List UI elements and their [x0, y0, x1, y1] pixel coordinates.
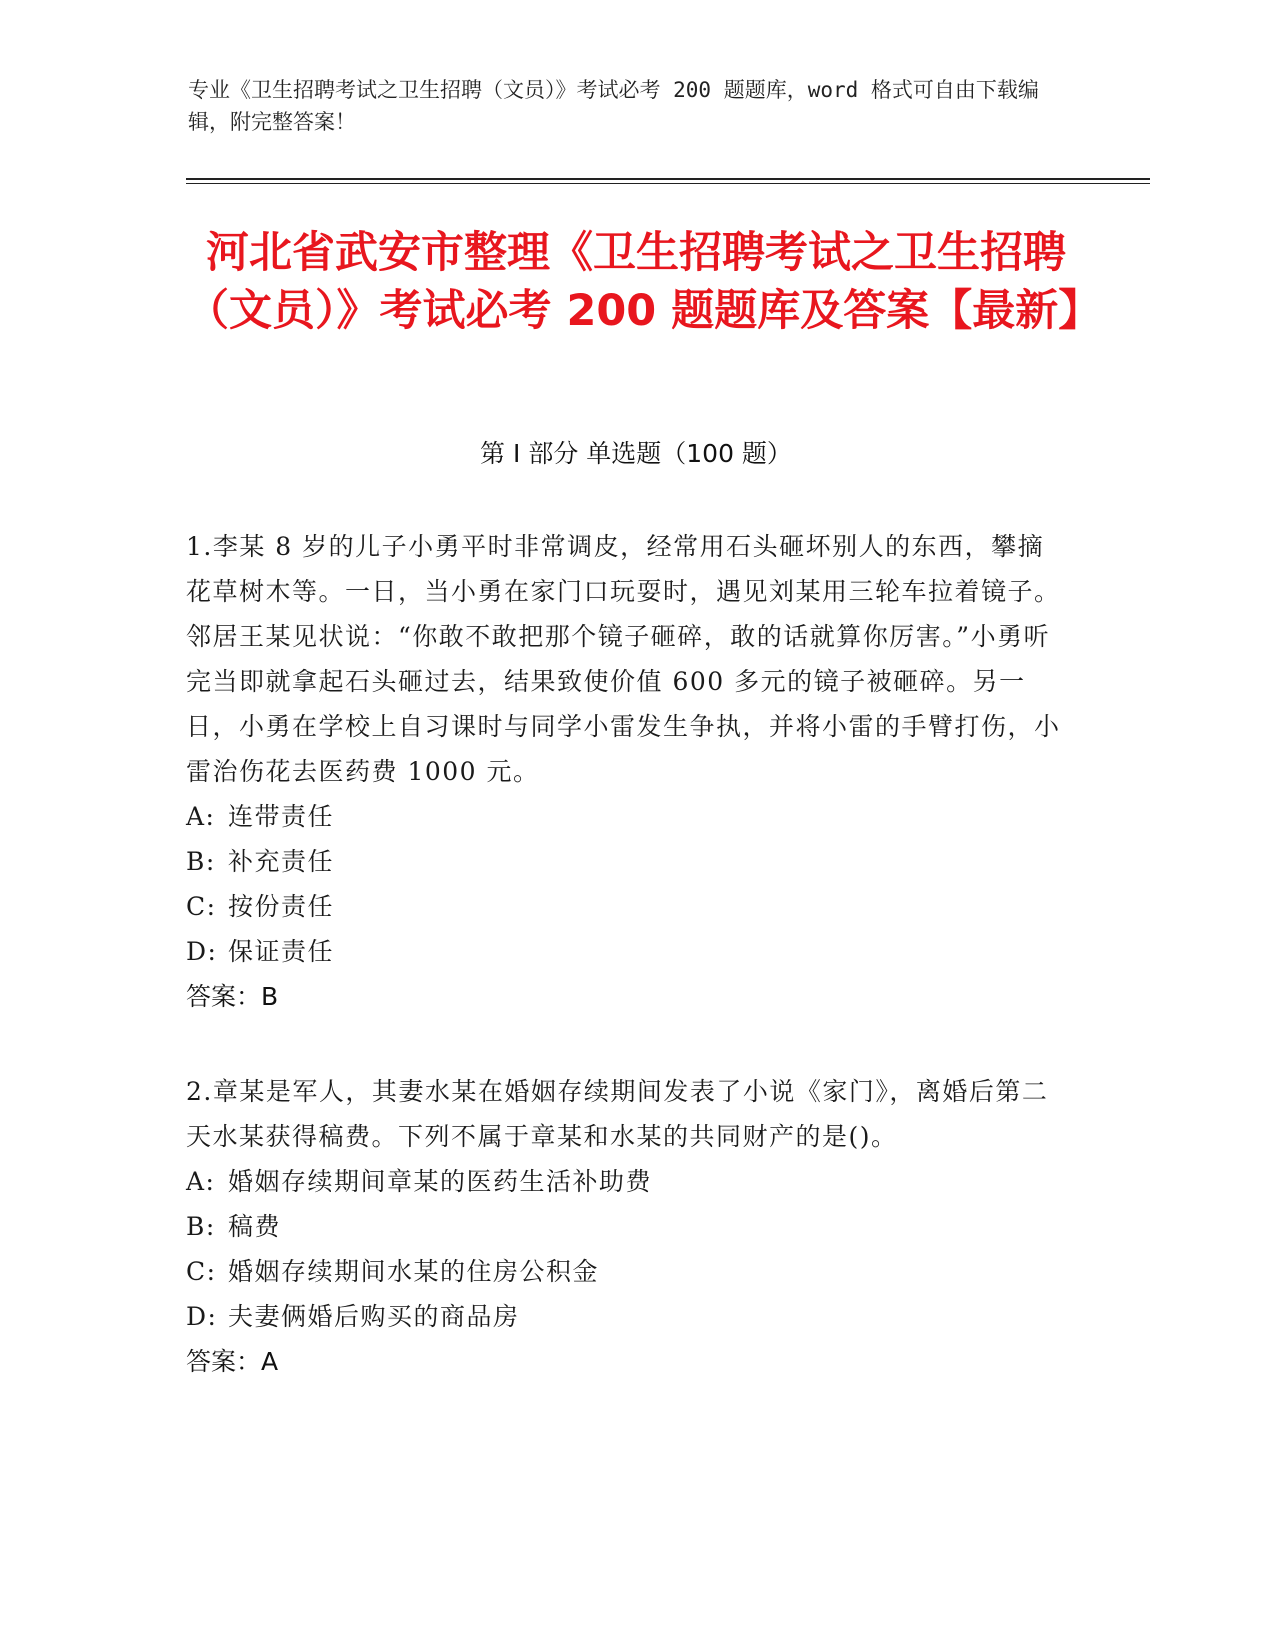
option-key: D: — [186, 1302, 218, 1331]
question-option-a — [186, 1159, 1066, 1204]
question-option-b — [186, 1204, 1066, 1249]
option-text: 夫妻俩婚后购买的商品房 — [228, 1302, 520, 1331]
question-answer: 答案：B — [186, 982, 279, 1011]
question-2 — [186, 1069, 1066, 1384]
question-option-d — [186, 929, 1066, 974]
option-key: B: — [186, 847, 216, 876]
question-option-d — [186, 1294, 1066, 1339]
question-1 — [186, 524, 1066, 1019]
option-text: 婚姻存续期间水某的住房公积金 — [228, 1257, 600, 1286]
question-stem: 2.章某是军人，其妻水某在婚姻存续期间发表了小说《家门》，离婚后第二天水某获得稿费。下列不属于章某和水某的共同财产的是()。 — [186, 1077, 1049, 1151]
option-key: D: — [186, 937, 218, 966]
header-divider-thick — [186, 178, 1150, 180]
question-option-c — [186, 884, 1066, 929]
option-key: B: — [186, 1212, 216, 1241]
document-title: 河北省武安市整理《卫生招聘考试之卫生招聘（文员）》考试必考 200 题题库及答案【最新】 — [186, 228, 1102, 336]
option-key: C: — [186, 1257, 217, 1286]
option-key: A: — [186, 1167, 216, 1196]
option-text: 补充责任 — [228, 847, 335, 876]
question-option-b — [186, 839, 1066, 884]
question-option-a — [186, 794, 1066, 839]
option-text: 婚姻存续期间章某的医药生活补助费 — [228, 1167, 653, 1196]
option-text: 稿费 — [228, 1212, 282, 1241]
option-text: 连带责任 — [228, 802, 335, 831]
section-heading: 第 I 部分 单选题（100 题） — [480, 439, 792, 468]
header-note: 专业《卫生招聘考试之卫生招聘（文员）》考试必考 200 题题库，word 格式可自由下载编辑，附完整答案！ — [188, 78, 1039, 134]
option-text: 保证责任 — [228, 937, 335, 966]
question-stem: 1.李某 8 岁的儿子小勇平时非常调皮，经常用石头砸坏别人的东西，攀摘花草树木等。一日，当小勇在家门口玩耍时，遇见刘某用三轮车拉着镜子。邻居王某见状说：“你敢不敢把那个镜子砸碎，敢的话就算你厉害。”小勇听完当即就拿起石头砸过去，结果致使价值 600 多元的镜子被砸碎。另一日，小勇在学校上自习课时与同学小雷发生争执，并将小雷的手臂打伤，小雷治伤花去医药费 1000 元。 — [186, 532, 1061, 786]
option-key: A: — [186, 802, 216, 831]
question-option-c — [186, 1249, 1066, 1294]
question-answer: 答案：A — [186, 1347, 279, 1376]
header-divider-thin — [186, 183, 1150, 184]
option-key: C: — [186, 892, 217, 921]
option-text: 按份责任 — [228, 892, 335, 921]
